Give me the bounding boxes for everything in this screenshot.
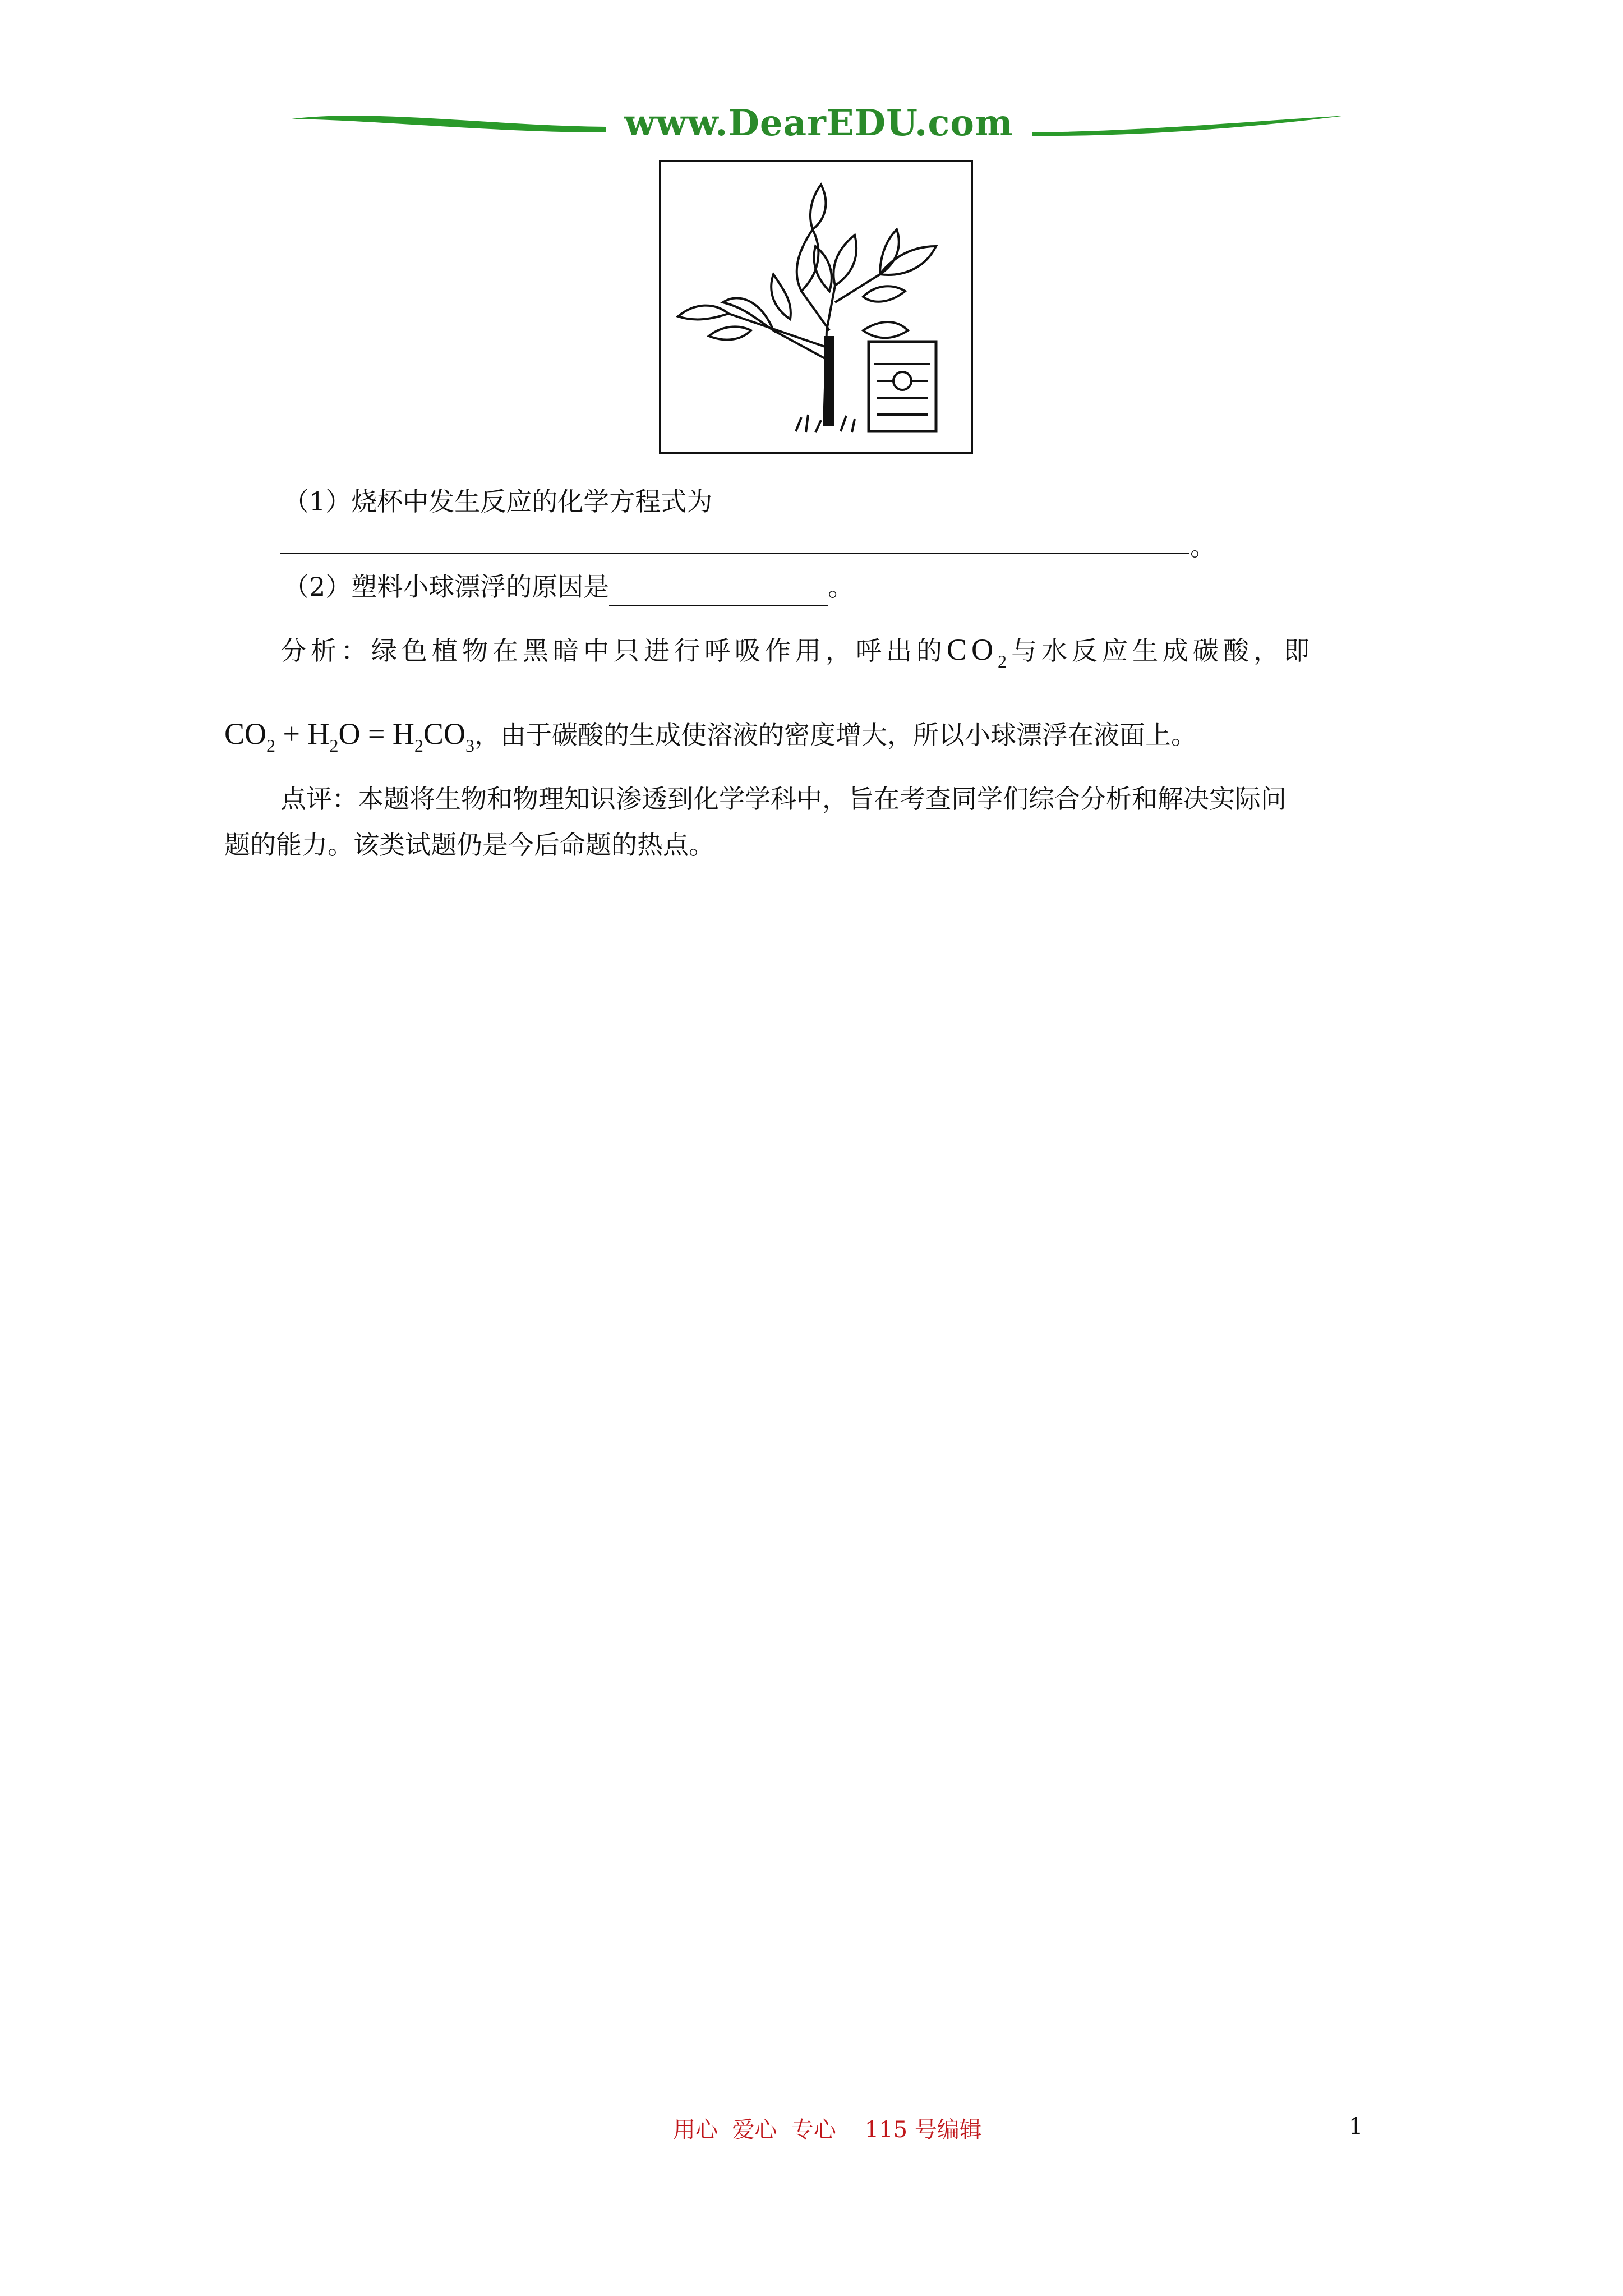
comment-line-2: 题的能力。该类试题仍是今后命题的热点。 [224,830,714,860]
question-2-text: （2）塑料小球漂浮的原因是 [283,572,610,602]
analysis-text-a: 绿色植物在黑暗中只进行呼吸作用，呼出的 [371,636,947,666]
page-number: 1 [1349,2114,1363,2139]
analysis-text-b: 与水反应生成碳酸，即 [1011,636,1315,666]
answer-blank-2 [609,576,828,606]
analysis-line-1 [280,627,1408,673]
analysis-line-2 [224,711,1197,757]
question-2-period: 。 [828,572,854,602]
right-swoosh-icon [1032,103,1346,142]
question-1: （1）烧杯中发生反应的化学方程式为 [283,486,713,517]
header-banner [292,95,1346,151]
question-2 [283,568,854,606]
footer-text: 用心 爱心 专心 115 号编辑 [673,2117,982,2143]
chemical-equation: $CO_2 + H_2O = H_2CO_3$ [224,717,474,756]
tree-icon [661,162,971,452]
co2-formula: $CO_2$ [947,633,1012,671]
tree-with-beaker-illustration [659,160,973,454]
question-1-period: 。 [1190,531,1216,562]
comment-line-1: 点评：本题将生物和物理知识渗透到化学学科中，旨在考查同学们综合分析和解决实际问 [280,784,1287,814]
analysis-label: 分析： [280,636,371,666]
site-logo: www.DearEDU.com [624,102,1013,144]
answer-line-1 [280,553,1189,554]
analysis-text-c: ，由于碳酸的生成使溶液的密度增大，所以小球漂浮在液面上。 [474,720,1197,750]
